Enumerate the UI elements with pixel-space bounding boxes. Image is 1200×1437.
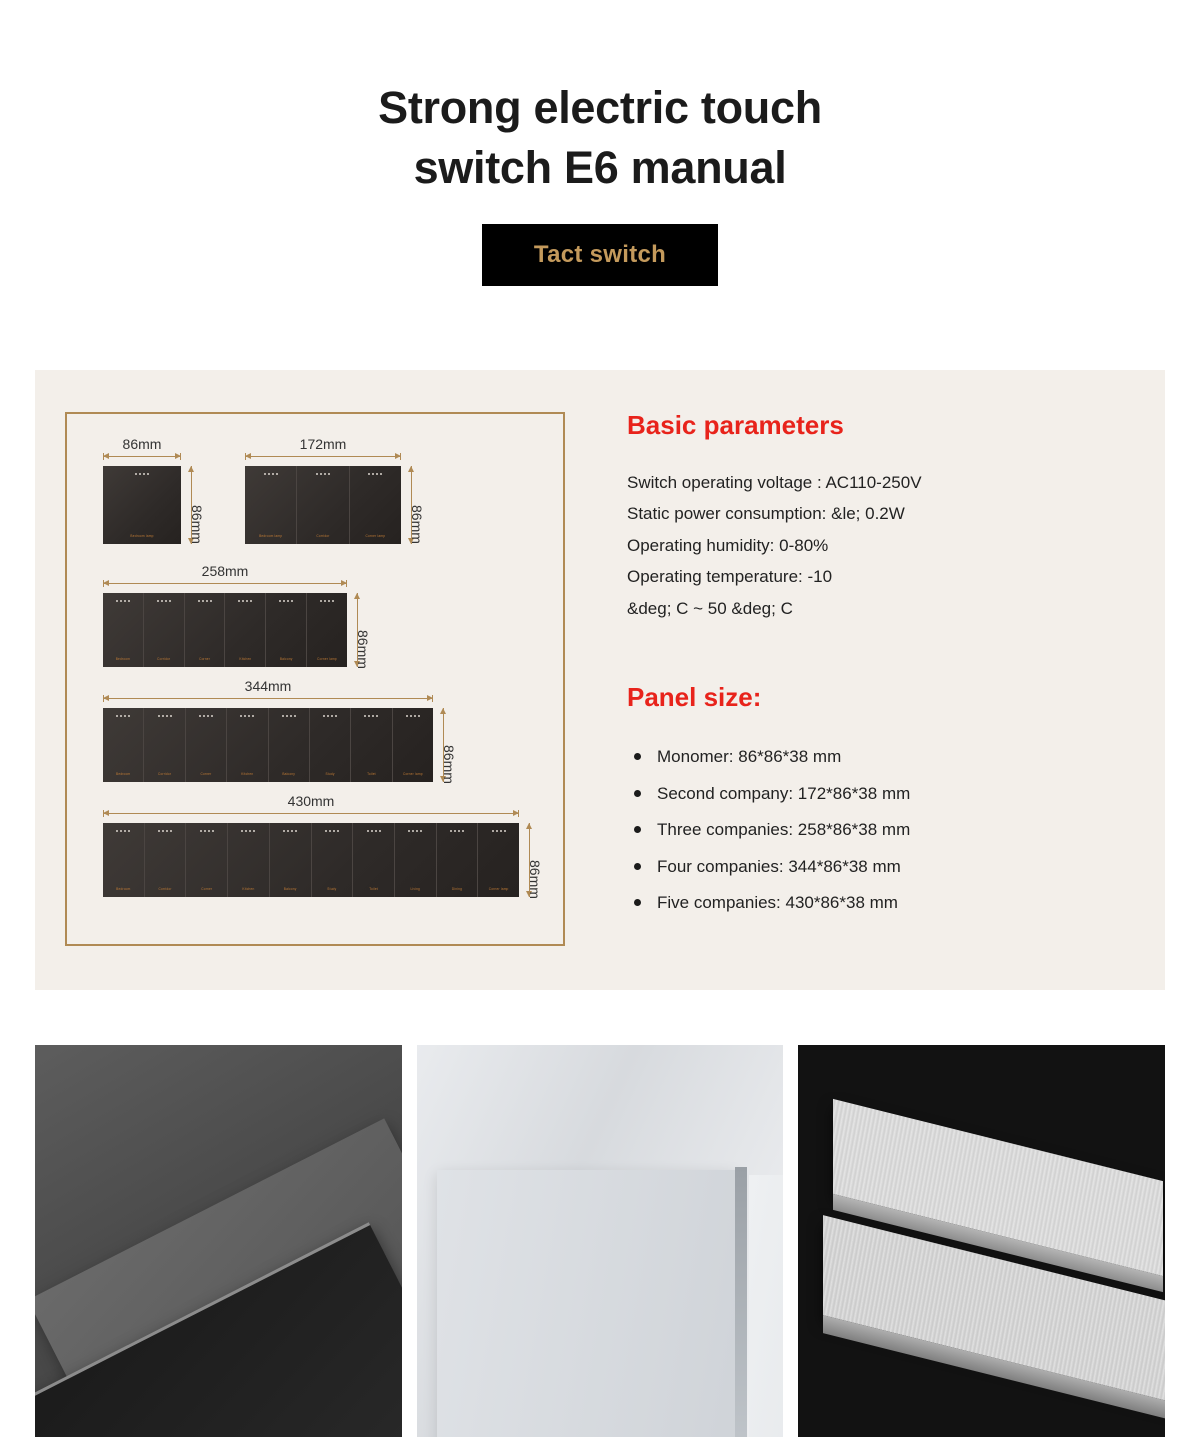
- switch-cell-label: Bedroom lamp: [259, 534, 283, 538]
- indicator-dots-icon: [282, 715, 296, 717]
- diagram-row-4: [95, 791, 553, 906]
- switch-cell: [185, 593, 226, 667]
- dimension-width-four: [103, 678, 433, 699]
- list-item: Three companies: 258*86*38 mm: [627, 812, 1127, 849]
- indicator-dots-icon: [198, 600, 212, 602]
- switch-cell: [270, 823, 312, 897]
- basic-parameter-line: Operating temperature: -10: [627, 567, 833, 587]
- indicator-dots-icon: [406, 715, 420, 717]
- switch-cell-label: Corridor: [316, 534, 330, 538]
- list-item: Four companies: 344*86*38 mm: [627, 849, 1127, 886]
- page-title-line2: switch E6 manual: [413, 141, 787, 193]
- dimension-height-five-label: 86mm: [527, 860, 543, 899]
- indicator-dots-icon: [116, 715, 130, 717]
- switch-cell: [245, 466, 297, 544]
- indicator-dots-icon: [325, 830, 339, 832]
- switch-cell: [228, 823, 270, 897]
- switch-second-company: [245, 466, 401, 544]
- switch-cell: [351, 708, 392, 782]
- diagram-row-1: [95, 436, 553, 561]
- switch-four-companies: [103, 708, 433, 782]
- switch-cell-label: Kitchen: [242, 887, 255, 891]
- panel-size-heading: Panel size:: [627, 682, 762, 713]
- switch-cell: [103, 708, 144, 782]
- dimension-width-five-label: 430mm: [284, 793, 339, 809]
- indicator-dots-icon: [283, 830, 297, 832]
- dimension-height-second: [409, 466, 425, 544]
- switch-cell-label: Corner lamp: [488, 887, 509, 891]
- indicator-dots-icon: [279, 600, 293, 602]
- switch-cell: [103, 823, 145, 897]
- switch-cell-label: Balcony: [283, 887, 297, 891]
- switch-cell: [103, 593, 144, 667]
- list-item: Second company: 172*86*38 mm: [627, 776, 1127, 813]
- switch-cell-label: Corner: [201, 887, 213, 891]
- indicator-dots-icon: [316, 473, 330, 475]
- switch-cell-label: Dining: [451, 887, 463, 891]
- material-photo-strip: [35, 1045, 1165, 1437]
- indicator-dots-icon: [200, 830, 214, 832]
- indicator-dots-icon: [368, 473, 382, 475]
- switch-cell: [266, 593, 307, 667]
- indicator-dots-icon: [135, 473, 149, 475]
- switch-cell: [144, 593, 185, 667]
- dimension-height-second-label: 86mm: [409, 505, 425, 544]
- switch-cell-label: Bedroom: [116, 887, 131, 891]
- switch-cell-label: Corner lamp: [317, 657, 337, 661]
- page-title-line1: Strong electric touch: [378, 82, 822, 133]
- switch-cell-label: Corner: [199, 657, 211, 661]
- glass-panel-face: [437, 1170, 737, 1437]
- indicator-dots-icon: [364, 715, 378, 717]
- dimension-height-three-label: 86mm: [355, 630, 371, 669]
- switch-cell: [395, 823, 437, 897]
- photo-clear-tempered-glass-panel: [417, 1045, 784, 1437]
- parameters-column: [627, 410, 1127, 990]
- switch-cell-label: Corridor: [158, 772, 172, 776]
- dimension-height-monomer-label: 86mm: [189, 505, 205, 544]
- switch-cell: [103, 466, 181, 544]
- switch-cell: [144, 708, 185, 782]
- indicator-dots-icon: [408, 830, 422, 832]
- page-header: [0, 0, 1200, 286]
- indicator-dots-icon: [320, 600, 334, 602]
- switch-cell: [310, 708, 351, 782]
- switch-cell: [225, 593, 266, 667]
- indicator-dots-icon: [264, 473, 278, 475]
- spec-section: [35, 370, 1165, 990]
- switch-cell: [269, 708, 310, 782]
- switch-cell-label: Corner lamp: [365, 534, 386, 538]
- photo-brushed-aluminium-plates: [798, 1045, 1165, 1437]
- indicator-dots-icon: [158, 715, 172, 717]
- switch-cell-label: Study: [325, 772, 335, 776]
- list-item: Five companies: 430*86*38 mm: [627, 885, 1127, 922]
- indicator-dots-icon: [492, 830, 506, 832]
- indicator-dots-icon: [116, 830, 130, 832]
- switch-cell: [350, 466, 401, 544]
- switch-three-companies: [103, 593, 347, 667]
- diagram-row-3: [95, 676, 553, 791]
- switch-monomer: [103, 466, 181, 544]
- dimension-width-three: [103, 563, 347, 584]
- indicator-dots-icon: [450, 830, 464, 832]
- switch-cell-label: Living: [410, 887, 421, 891]
- basic-parameter-line: Static power consumption: &le; 0.2W: [627, 504, 905, 524]
- switch-cell-label: Study: [327, 887, 337, 891]
- switch-cell: [297, 466, 349, 544]
- indicator-dots-icon: [238, 600, 252, 602]
- indicator-dots-icon: [241, 830, 255, 832]
- switch-cell: [145, 823, 187, 897]
- dimension-width-second: [245, 436, 401, 457]
- switch-cell-label: Bedroom: [115, 657, 131, 661]
- switch-cell: [393, 708, 433, 782]
- dimension-height-monomer: [189, 466, 205, 544]
- switch-cell-label: Bedroom lamp: [130, 534, 154, 538]
- badge-wrap: [0, 224, 1200, 286]
- dimension-height-five: [527, 823, 543, 899]
- photo-dark-grey-acrylic-sheets: [35, 1045, 402, 1437]
- switch-cell: [307, 593, 347, 667]
- switch-cell-label: Corner: [200, 772, 212, 776]
- switch-cell-label: Toilet: [369, 887, 378, 891]
- switch-cell-label: Balcony: [279, 657, 293, 661]
- switch-cell-label: Kitchen: [241, 772, 254, 776]
- indicator-dots-icon: [323, 715, 337, 717]
- diagram-row-2: [95, 561, 553, 676]
- indicator-dots-icon: [367, 830, 381, 832]
- dimension-width-monomer-label: 86mm: [119, 436, 166, 452]
- glass-panel-edge: [735, 1167, 747, 1437]
- dimension-width-five: [103, 793, 519, 814]
- switch-cell: [353, 823, 395, 897]
- basic-parameter-line: Operating humidity: 0-80%: [627, 535, 829, 555]
- switch-cell-label: Balcony: [282, 772, 296, 776]
- switch-cell-label: Corner lamp: [402, 772, 423, 776]
- dimension-height-four-label: 86mm: [441, 745, 457, 784]
- switch-cell-label: Bedroom: [116, 772, 131, 776]
- status-badge: Tact switch: [482, 224, 718, 286]
- dimension-height-three: [355, 593, 371, 669]
- indicator-dots-icon: [116, 600, 130, 602]
- basic-parameter-line: Switch operating voltage : AC110-250V: [627, 473, 922, 492]
- panel-size-list: [627, 739, 1127, 922]
- switch-cell: [437, 823, 479, 897]
- dimension-height-four: [441, 708, 457, 784]
- switch-cell: [186, 823, 228, 897]
- glass-panel-side: [749, 1175, 784, 1437]
- indicator-dots-icon: [157, 600, 171, 602]
- switch-cell-label: Corridor: [157, 657, 171, 661]
- basic-parameter-line: &deg; C ~ 50 &deg; C: [627, 598, 793, 618]
- dimension-diagram: [65, 412, 565, 946]
- switch-cell: [312, 823, 354, 897]
- indicator-dots-icon: [158, 830, 172, 832]
- switch-cell-label: Corridor: [158, 887, 172, 891]
- basic-parameters-heading: Basic parameters: [627, 410, 844, 440]
- indicator-dots-icon: [240, 715, 254, 717]
- switch-cell: [186, 708, 227, 782]
- switch-cell-label: Toilet: [367, 772, 376, 776]
- indicator-dots-icon: [199, 715, 213, 717]
- page-title: [0, 78, 1200, 198]
- dimension-width-four-label: 344mm: [241, 678, 296, 694]
- list-item: Monomer: 86*86*38 mm: [627, 739, 1127, 776]
- dimension-width-monomer: [103, 436, 181, 457]
- switch-cell-label: Kitchen: [239, 657, 252, 661]
- switch-cell: [227, 708, 268, 782]
- dimension-width-three-label: 258mm: [198, 563, 253, 579]
- dimension-width-second-label: 172mm: [296, 436, 351, 452]
- switch-cell: [478, 823, 519, 897]
- switch-five-companies: [103, 823, 519, 897]
